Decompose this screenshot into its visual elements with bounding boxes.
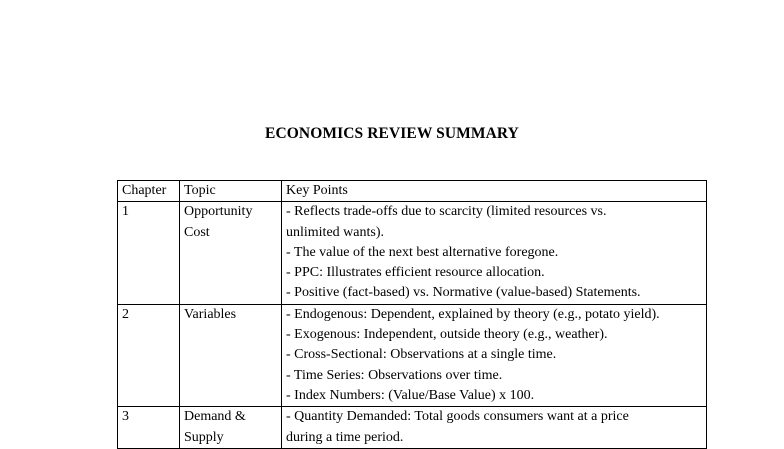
key-point: - Quantity Demanded: Total goods consumers want at a price	[286, 409, 629, 425]
key-point: - Positive (fact-based) vs. Normative (value-based) Statements.	[286, 285, 641, 301]
table-header-row	[118, 181, 707, 202]
topic-line: Opportunity	[184, 204, 253, 220]
table-row	[118, 202, 707, 304]
key-point: - Endogenous: Dependent, explained by theory (e.g., potato yield).	[286, 306, 660, 322]
header-topic: Topic	[180, 181, 282, 202]
chapter-cell: 3	[118, 407, 180, 449]
key-point: unlimited wants).	[286, 224, 384, 240]
topic-line: Supply	[184, 429, 224, 445]
table-row	[118, 304, 707, 406]
key-point: during a time period.	[286, 429, 404, 445]
topic-cell	[180, 304, 282, 406]
key-point: - Index Numbers: (Value/Base Value) x 100.	[286, 387, 535, 403]
key-point: - Time Series: Observations over time.	[286, 367, 503, 383]
key-point: - The value of the next best alternative foregone.	[286, 244, 559, 260]
topic-line: Variables	[184, 306, 237, 322]
key-points-cell	[282, 407, 707, 449]
review-summary-table	[117, 180, 707, 449]
header-chapter: Chapter	[118, 181, 180, 202]
key-point: - Reflects trade-offs due to scarcity (limited resources vs.	[286, 204, 607, 220]
page-title: ECONOMICS REVIEW SUMMARY	[265, 125, 519, 142]
topic-cell	[180, 407, 282, 449]
table-row	[118, 407, 707, 449]
topic-line: Demand &	[184, 409, 246, 425]
key-point: - Exogenous: Independent, outside theory (e.g., weather).	[286, 327, 608, 343]
chapter-cell: 1	[118, 202, 180, 304]
chapter-cell: 2	[118, 304, 180, 406]
topic-line: Cost	[184, 224, 210, 240]
key-point: - PPC: Illustrates efficient resource allocation.	[286, 265, 545, 281]
key-point: - Cross-Sectional: Observations at a single time.	[286, 347, 557, 363]
header-key-points: Key Points	[282, 181, 707, 202]
key-points-cell	[282, 202, 707, 304]
key-points-cell	[282, 304, 707, 406]
topic-cell	[180, 202, 282, 304]
